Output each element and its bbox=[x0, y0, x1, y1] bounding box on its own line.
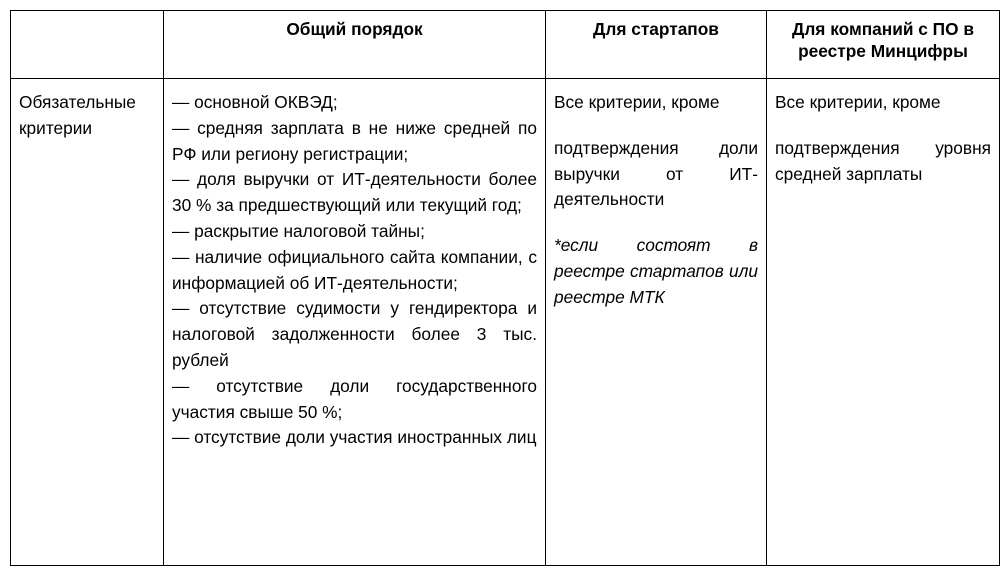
startups-intro: Все критерии, кроме bbox=[554, 92, 720, 112]
table-header-row bbox=[11, 11, 1000, 79]
header-software-registry-companies: Для компаний с ПО в реестре Минцифры bbox=[767, 11, 1000, 79]
criteria-item: — наличие официального сайта компании, с информацией об ИТ-деятельности; bbox=[172, 246, 537, 293]
row-label: Обязательные критерии bbox=[19, 92, 136, 138]
criteria-item: — доля выручки от ИТ-деятельности более 30 % за предшествующий или текущий год; bbox=[172, 169, 537, 216]
criteria-comparison-table bbox=[10, 10, 1000, 566]
criteria-item: — отсутствие доли государственного участия свыше 50 %; bbox=[172, 375, 537, 422]
header-startups: Для стартапов bbox=[546, 11, 767, 79]
startups-exception: подтверждения доли выручки от ИТ-деятельности bbox=[554, 137, 758, 210]
header-general-procedure: Общий порядок bbox=[164, 11, 546, 79]
software-registry-criteria-cell bbox=[767, 79, 1000, 566]
software-registry-intro: Все критерии, кроме bbox=[775, 92, 941, 112]
row-label-cell bbox=[11, 79, 164, 566]
criteria-item: — раскрытие налоговой тайны; bbox=[172, 220, 425, 241]
criteria-item: — средняя зарплата в не ниже средней по РФ или региону регистрации; bbox=[172, 117, 537, 164]
software-registry-exception: подтверждения уровня средней зарплаты bbox=[775, 137, 991, 184]
startups-footnote: *если состоят в реестре стартапов или реестре МТК bbox=[554, 235, 758, 307]
header-empty-cell bbox=[11, 11, 164, 79]
criteria-item: — отсутствие доли участия иностранных лиц bbox=[172, 427, 537, 448]
criteria-item: — отсутствие судимости у гендиректора и налоговой задолженности более 3 тыс. рублей bbox=[172, 298, 537, 370]
startups-criteria-cell bbox=[546, 79, 767, 566]
criteria-item: — основной ОКВЭД; bbox=[172, 92, 338, 112]
spacer bbox=[554, 116, 758, 136]
table-row bbox=[11, 79, 1000, 566]
spacer bbox=[554, 213, 758, 233]
spacer bbox=[775, 116, 991, 136]
general-criteria-cell bbox=[164, 79, 546, 566]
